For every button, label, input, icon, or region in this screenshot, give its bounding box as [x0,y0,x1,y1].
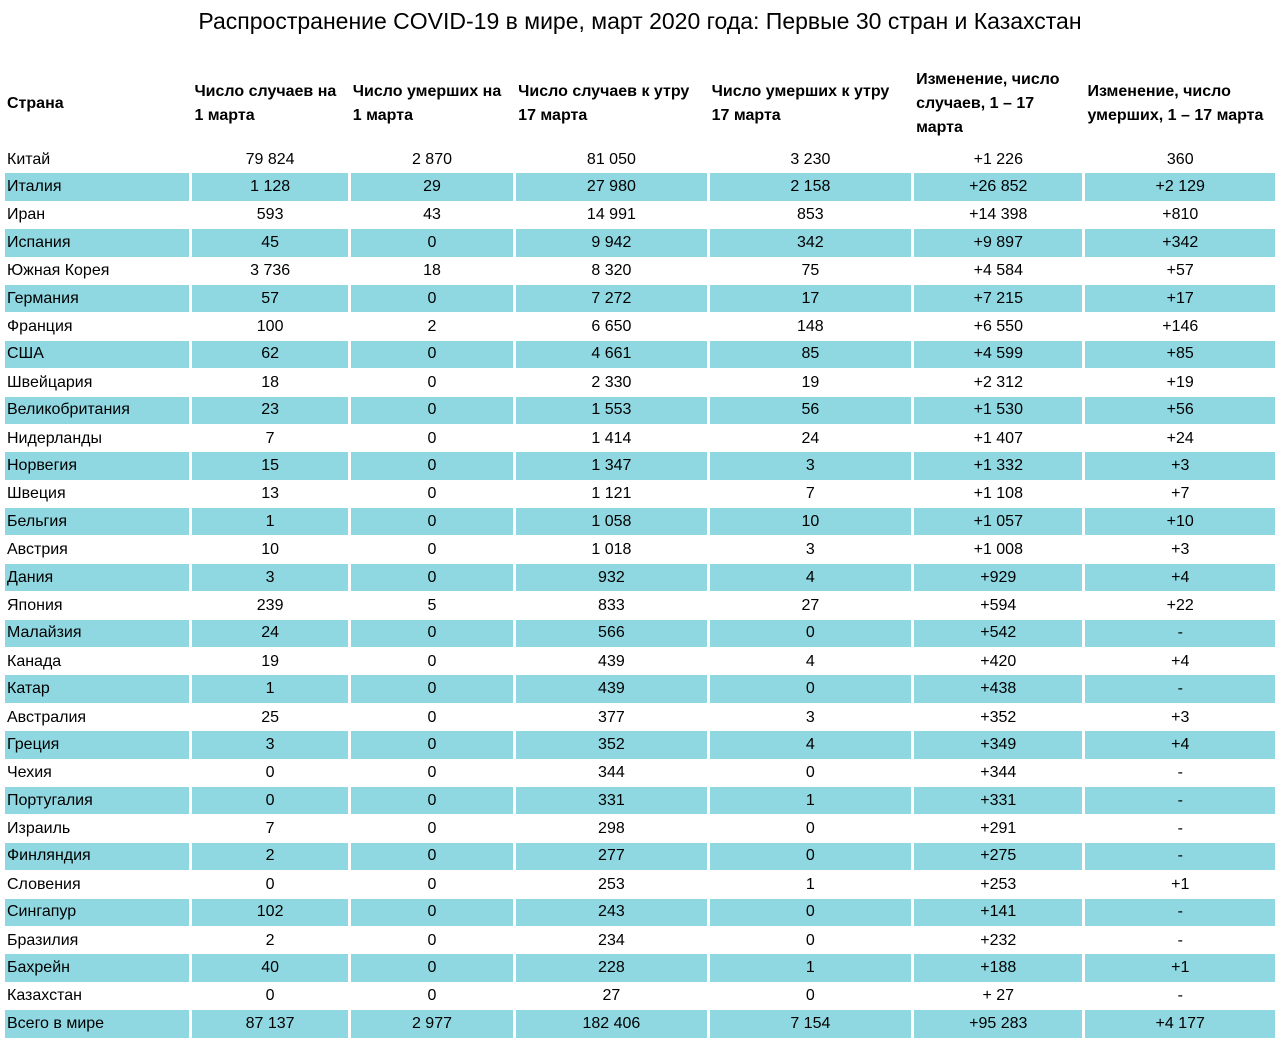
cell-deaths-mar17: 0 [805,764,815,782]
cell-change-deaths: +810 [1162,206,1199,224]
cell-cases-mar17: 234 [598,931,625,949]
cell-cases-mar1: 79 824 [245,150,295,168]
cell-change-deaths: +85 [1085,341,1275,369]
cell-country: Южная Корея [7,262,110,280]
cell-deaths-mar1: 0 [351,397,513,425]
cell-cases-mar1: 100 [256,318,284,336]
cell-cases-mar17: 81 050 [586,150,636,168]
table-row [5,592,1275,619]
cell-change-cases: +594 [980,596,1017,614]
cell-change-cases: + 27 [982,987,1015,1005]
cell-change-cases: +26 852 [914,173,1082,201]
cell-change-deaths: - [1085,899,1275,927]
table-row [5,899,1275,927]
table-row [5,397,1275,425]
covid-table [2,62,1278,1039]
cell-cases-mar17: 298 [598,820,625,838]
cell-change-cases: +253 [980,875,1017,893]
cell-change-cases: +542 [914,620,1082,648]
cell-cases-mar1: 40 [192,954,347,982]
cell-change-deaths: - [1177,764,1183,782]
table-row [5,731,1275,759]
cell-change-deaths: +2 129 [1085,173,1275,201]
cell-change-deaths: +10 [1085,508,1275,536]
cell-change-deaths: - [1085,787,1275,815]
table-row [5,258,1275,285]
cell-deaths-mar17: 10 [710,508,911,536]
cell-deaths-mar1: 5 [427,596,437,614]
cell-cases-mar1: 593 [256,206,284,224]
cell-deaths-mar17: 342 [710,229,911,257]
table-row [5,202,1275,229]
cell-deaths-mar1: 0 [351,620,513,648]
cell-change-deaths: +1 [1085,954,1275,982]
cell-cases-mar1: 13 [261,485,280,503]
cell-change-deaths: - [1177,820,1183,838]
cell-cases-mar17: 833 [598,596,625,614]
table-row [5,508,1275,536]
cell-country: Испания [5,229,189,257]
table-row [5,704,1275,731]
cell-change-deaths: - [1085,620,1275,648]
cell-change-deaths: +4 177 [1085,1010,1275,1038]
cell-cases-mar1: 23 [192,397,347,425]
cell-deaths-mar17: 4 [805,652,815,670]
cell-cases-mar17: 8 320 [591,262,632,280]
cell-cases-mar17: 1 018 [591,541,632,559]
cell-cases-mar1: 3 [192,564,347,592]
cell-country: Швеция [7,485,66,503]
cell-cases-mar17: 277 [516,843,706,871]
cell-country: Финляндия [5,843,189,871]
cell-change-cases: +344 [980,764,1017,782]
cell-deaths-mar1: 0 [351,731,513,759]
cell-change-deaths: +3 [1171,541,1190,559]
cell-cases-mar17: 228 [516,954,706,982]
cell-country: Бахрейн [5,954,189,982]
cell-change-deaths: +3 [1171,708,1190,726]
cell-deaths-mar17: 24 [801,429,820,447]
table-row [5,871,1275,898]
cell-deaths-mar1: 0 [351,675,513,703]
cell-change-cases: +275 [914,843,1082,871]
cell-change-deaths: +57 [1166,262,1194,280]
cell-change-cases: +95 283 [914,1010,1082,1038]
cell-cases-mar1: 2 [192,843,347,871]
cell-cases-mar1: 0 [265,987,275,1005]
table-row [5,1010,1275,1038]
cell-deaths-mar1: 0 [351,341,513,369]
cell-change-cases: +331 [914,787,1082,815]
cell-deaths-mar1: 0 [351,899,513,927]
header-country: Страна [7,95,64,112]
cell-cases-mar17: 1 347 [516,452,706,480]
cell-deaths-mar17: 0 [805,987,815,1005]
cell-deaths-mar17: 3 [805,708,815,726]
cell-deaths-mar17: 4 [710,564,911,592]
cell-change-cases: +7 215 [914,285,1082,313]
table-row [5,787,1275,815]
cell-country: Норвегия [5,452,189,480]
cell-deaths-mar1: 0 [351,452,513,480]
cell-change-cases: +232 [980,931,1017,949]
cell-country: Швейцария [7,373,93,391]
cell-cases-mar17: 243 [516,899,706,927]
cell-change-deaths: +56 [1085,397,1275,425]
table-row [5,173,1275,201]
cell-change-deaths: +19 [1166,373,1194,391]
cell-country: Чехия [7,764,52,782]
cell-cases-mar1: 25 [261,708,280,726]
table-row [5,452,1275,480]
cell-country: Бразилия [7,931,79,949]
cell-change-deaths: +7 [1171,485,1190,503]
cell-cases-mar17: 439 [516,675,706,703]
cell-change-cases: +188 [914,954,1082,982]
cell-deaths-mar17: 0 [710,675,911,703]
table-row [5,341,1275,369]
cell-change-cases: +291 [980,820,1017,838]
cell-cases-mar1: 10 [261,541,280,559]
cell-deaths-mar1: 0 [351,285,513,313]
cell-deaths-mar17: 3 [805,541,815,559]
cell-change-cases: +14 398 [969,206,1028,224]
cell-cases-mar17: 1 553 [516,397,706,425]
table-row [5,620,1275,648]
cell-country: Италия [5,173,189,201]
cell-change-deaths: - [1177,931,1183,949]
cell-deaths-mar17: 56 [710,397,911,425]
cell-deaths-mar1: 0 [351,787,513,815]
cell-change-cases: +929 [914,564,1082,592]
cell-cases-mar17: 1 058 [516,508,706,536]
cell-deaths-mar1: 0 [427,485,437,503]
cell-cases-mar17: 7 272 [516,285,706,313]
header-deaths-mar17: Число умерших к утру 17 марта [711,83,890,124]
cell-change-cases: +2 312 [973,373,1023,391]
cell-change-cases: +1 407 [973,429,1023,447]
cell-deaths-mar1: 0 [427,820,437,838]
cell-cases-mar17: 4 661 [516,341,706,369]
cell-cases-mar17: 2 330 [591,373,632,391]
cell-change-deaths: +3 [1085,452,1275,480]
cell-change-deaths: +24 [1166,429,1194,447]
cell-deaths-mar1: 0 [427,652,437,670]
cell-cases-mar1: 0 [192,787,347,815]
table-row [5,815,1275,842]
cell-country: Япония [7,596,63,614]
cell-cases-mar17: 439 [598,652,625,670]
cell-country: Катар [5,675,189,703]
table-row [5,675,1275,703]
cell-deaths-mar17: 27 [801,596,820,614]
cell-change-deaths: +4 [1085,731,1275,759]
cell-change-cases: +1 332 [914,452,1082,480]
cell-change-cases: +4 584 [973,262,1023,280]
cell-cases-mar17: 1 121 [591,485,632,503]
cell-cases-mar1: 1 [192,508,347,536]
cell-country: Португалия [5,787,189,815]
cell-cases-mar17: 331 [516,787,706,815]
cell-cases-mar1: 2 [265,931,275,949]
cell-country: США [5,341,189,369]
cell-change-deaths: +22 [1166,596,1194,614]
table-row [5,313,1275,340]
cell-country: Великобритания [5,397,189,425]
table-row [5,536,1275,563]
cell-cases-mar17: 566 [516,620,706,648]
cell-change-cases: +9 897 [914,229,1082,257]
cell-cases-mar17: 9 942 [516,229,706,257]
cell-change-deaths: +146 [1162,318,1199,336]
cell-change-cases: +6 550 [973,318,1023,336]
cell-deaths-mar17: 7 154 [710,1010,911,1038]
cell-cases-mar1: 102 [192,899,347,927]
cell-deaths-mar1: 18 [423,262,441,280]
cell-deaths-mar1: 0 [427,373,437,391]
cell-cases-mar1: 62 [192,341,347,369]
cell-change-deaths: - [1085,675,1275,703]
table-row [5,425,1275,452]
cell-country: Иран [7,206,46,224]
cell-cases-mar1: 57 [192,285,347,313]
cell-deaths-mar1: 0 [427,708,437,726]
table-row [5,983,1275,1010]
header-change-deaths: Изменение, число умерших, 1 – 17 марта [1087,83,1264,124]
cell-change-cases: +141 [914,899,1082,927]
cell-country: Малайзия [5,620,189,648]
cell-deaths-mar1: 0 [351,564,513,592]
cell-country: Дания [5,564,189,592]
cell-change-deaths: +17 [1085,285,1275,313]
cell-deaths-mar17: 0 [710,843,911,871]
cell-country: Греция [5,731,189,759]
table-row [5,954,1275,982]
cell-deaths-mar17: 0 [710,899,911,927]
cell-cases-mar17: 253 [598,875,625,893]
cell-cases-mar1: 45 [192,229,347,257]
cell-deaths-mar17: 148 [797,318,824,336]
cell-change-deaths: - [1085,843,1275,871]
cell-deaths-mar1: 0 [351,508,513,536]
cell-cases-mar1: 19 [261,652,280,670]
cell-country: Нидерланды [7,429,102,447]
cell-deaths-mar17: 7 [805,485,815,503]
cell-cases-mar17: 377 [598,708,625,726]
cell-deaths-mar1: 0 [351,843,513,871]
cell-deaths-mar1: 0 [427,429,437,447]
cell-cases-mar1: 24 [192,620,347,648]
table-row [5,648,1275,675]
cell-deaths-mar17: 853 [797,206,824,224]
cell-cases-mar17: 1 414 [591,429,632,447]
cell-change-cases: +438 [914,675,1082,703]
cell-cases-mar1: 15 [192,452,347,480]
cell-country: Словения [7,875,81,893]
cell-cases-mar17: 6 650 [591,318,632,336]
cell-deaths-mar1: 0 [427,987,437,1005]
table-row [5,229,1275,257]
cell-cases-mar17: 182 406 [516,1010,706,1038]
cell-deaths-mar17: 3 230 [790,150,831,168]
header-deaths-mar1: Число умерших на 1 марта [352,83,502,124]
cell-country: Казахстан [7,987,82,1005]
cell-change-deaths: +4 [1171,652,1190,670]
cell-change-cases: +1 226 [973,150,1023,168]
cell-change-deaths: - [1177,987,1183,1005]
cell-change-deaths: +342 [1085,229,1275,257]
cell-deaths-mar1: 0 [351,954,513,982]
cell-cases-mar1: 3 736 [250,262,291,280]
cell-cases-mar1: 0 [265,764,275,782]
cell-cases-mar17: 14 991 [586,206,636,224]
table-row [5,564,1275,592]
cell-change-deaths: +4 [1085,564,1275,592]
cell-deaths-mar17: 17 [710,285,911,313]
cell-change-cases: +1 008 [973,541,1023,559]
cell-cases-mar1: 87 137 [192,1010,347,1038]
table-row [5,481,1275,508]
table-body [5,146,1275,1039]
cell-country: Франция [7,318,73,336]
cell-cases-mar17: 352 [516,731,706,759]
cell-deaths-mar17: 19 [801,373,820,391]
cell-cases-mar1: 0 [265,875,275,893]
table-row [5,760,1275,787]
cell-change-cases: +1 530 [914,397,1082,425]
cell-change-cases: +1 108 [973,485,1023,503]
page-title: Распространение COVID-19 в мире, март 2020 года: Первые 30 стран и Казахстан [198,8,1082,34]
cell-change-cases: +352 [980,708,1017,726]
cell-country: Бельгия [5,508,189,536]
cell-deaths-mar1: 0 [427,764,437,782]
cell-deaths-mar17: 0 [805,931,815,949]
cell-deaths-mar1: 29 [351,173,513,201]
cell-deaths-mar17: 0 [710,620,911,648]
cell-deaths-mar17: 0 [805,820,815,838]
cell-country: Китай [7,150,51,168]
header-cases-mar1: Число случаев на 1 марта [194,83,337,124]
cell-country: Германия [5,285,189,313]
cell-country: Израиль [7,820,71,838]
cell-deaths-mar1: 0 [351,229,513,257]
cell-change-cases: +1 057 [914,508,1082,536]
cell-deaths-mar17: 85 [710,341,911,369]
header-row [5,62,1275,146]
table-row [5,146,1275,173]
cell-cases-mar17: 344 [598,764,625,782]
cell-deaths-mar17: 3 [710,452,911,480]
cell-country: Сингапур [5,899,189,927]
cell-deaths-mar1: 2 [427,318,437,336]
table-row [5,369,1275,396]
cell-cases-mar17: 932 [516,564,706,592]
cell-deaths-mar1: 2 870 [411,150,452,168]
header-cases-mar17: Число случаев к утру 17 марта [518,83,690,124]
cell-change-cases: +4 599 [914,341,1082,369]
cell-country: Австралия [7,708,87,726]
cell-change-cases: +349 [914,731,1082,759]
cell-change-deaths: 360 [1166,150,1194,168]
cell-deaths-mar1: 0 [427,541,437,559]
cell-country: Канада [7,652,62,670]
cell-cases-mar1: 239 [256,596,284,614]
cell-deaths-mar1: 2 977 [351,1010,513,1038]
cell-deaths-mar17: 1 [710,954,911,982]
cell-cases-mar17: 27 980 [516,173,706,201]
cell-deaths-mar1: 0 [427,931,437,949]
cell-change-deaths: +1 [1171,875,1190,893]
cell-deaths-mar17: 1 [710,787,911,815]
cell-country: Австрия [7,541,68,559]
cell-deaths-mar17: 75 [801,262,820,280]
cell-cases-mar1: 1 128 [192,173,347,201]
cell-cases-mar1: 7 [265,429,275,447]
cell-cases-mar1: 18 [261,373,280,391]
table-row [5,285,1275,313]
cell-deaths-mar1: 43 [423,206,441,224]
cell-cases-mar1: 1 [192,675,347,703]
cell-deaths-mar17: 1 [805,875,815,893]
cell-cases-mar1: 3 [192,731,347,759]
table-row [5,927,1275,954]
header-change-cases: Изменение, число случаев, 1 – 17 марта [916,71,1060,136]
cell-cases-mar17: 27 [602,987,621,1005]
cell-deaths-mar17: 4 [710,731,911,759]
cell-change-cases: +420 [980,652,1017,670]
cell-cases-mar1: 7 [265,820,275,838]
cell-deaths-mar1: 0 [427,875,437,893]
cell-country: Всего в мире [5,1010,189,1038]
cell-deaths-mar17: 2 158 [710,173,911,201]
table-row [5,843,1275,871]
